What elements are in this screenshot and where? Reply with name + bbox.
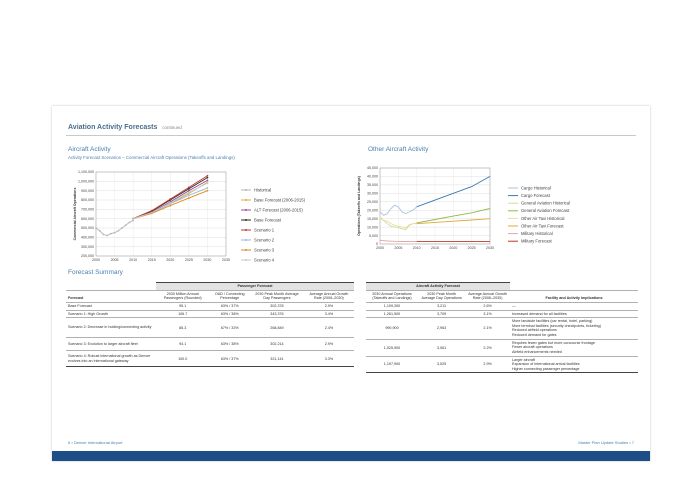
aircraft-table-row xyxy=(366,339,638,356)
page-header xyxy=(68,124,182,131)
implication-line: Fewer aircraft operations xyxy=(512,345,553,350)
x-tick-label: 2030 xyxy=(203,258,212,262)
ops-growth-cell: 2.2% xyxy=(465,339,510,356)
data-point xyxy=(125,224,127,226)
y-tick-label: 35,000 xyxy=(367,183,378,188)
annual-ops-cell: 1,197,900 xyxy=(366,356,418,373)
y-tick-label: 5,000 xyxy=(369,233,378,238)
legend-marker xyxy=(245,229,247,231)
data-point xyxy=(169,205,171,207)
implications-cell xyxy=(510,302,638,310)
annual-pax-cell: 95.1 xyxy=(156,302,209,310)
legend-label: Other Air Taxi Historical xyxy=(521,215,565,221)
right-section-title: Other Aircraft Activity xyxy=(368,146,429,153)
y-tick-label: 800,000 xyxy=(81,198,94,203)
annual-pax-cell: 100.0 xyxy=(156,351,209,367)
legend-label: Base Forecast xyxy=(254,217,281,223)
col-forecast: Forecast xyxy=(66,290,156,302)
right-line-chart xyxy=(358,160,643,255)
ops-growth-cell: 2.6% xyxy=(465,302,510,310)
legend-label: Cargo Historical xyxy=(521,185,551,191)
data-point xyxy=(188,194,190,196)
col-peak-ops: 2030 Peak Month Average Day Operations xyxy=(418,290,465,302)
implication-line: Reduced airfield operations xyxy=(512,328,557,333)
passenger-table-row xyxy=(66,302,354,310)
data-point xyxy=(207,175,209,177)
data-point xyxy=(207,180,209,182)
implication-line: Airfield enhancements needed xyxy=(512,349,562,354)
annual-ops-cell: 1,109,300 xyxy=(366,302,418,310)
implication-line: More terminal facilities (security checkpoints, ticketing) xyxy=(512,323,601,328)
left-chart-subtitle: Activity Forecast Scenarios – Commercial Aircraft Operations (Takeoffs and Landings) xyxy=(68,155,235,160)
od-connecting-cell: 63% / 38% xyxy=(209,338,250,351)
peak-pax-cell: 302,214 xyxy=(250,338,304,351)
col-annual-pax: 2030 Million Annual Passengers (Rounded) xyxy=(156,290,209,302)
ops-growth-cell: 3.1% xyxy=(465,310,510,318)
implications-cell xyxy=(510,356,638,373)
data-point xyxy=(188,192,190,194)
header-title: Aviation Activity Forecasts xyxy=(68,124,158,131)
legend-marker xyxy=(245,189,247,191)
header-rule xyxy=(66,135,636,136)
y-tick-label: 40,000 xyxy=(367,174,378,179)
y-tick-label: 300,000 xyxy=(81,244,94,249)
implication-line: — xyxy=(512,303,516,308)
x-tick-label: 2015 xyxy=(147,258,156,262)
peak-ops-cell: 2,963 xyxy=(418,318,465,340)
data-point xyxy=(207,182,209,184)
x-tick-label: 2015 xyxy=(431,246,439,250)
implications-cell xyxy=(510,310,638,318)
data-point xyxy=(95,227,97,229)
pax-growth-cell: 2.9% xyxy=(304,302,354,310)
x-tick-label: 2005 xyxy=(110,258,119,262)
legend-label: General Aviation Forecast xyxy=(521,208,570,214)
legend-label: Scenario 4 xyxy=(254,257,275,263)
implication-line: Higher connecting passenger percentage xyxy=(512,366,580,371)
forecast-name-cell: Scenario 4: Robust international growth as Denver evolves into an international gateway xyxy=(66,351,156,367)
y-tick-label: 1,000,000 xyxy=(78,179,94,184)
data-point xyxy=(207,190,209,192)
data-point xyxy=(99,230,101,232)
peak-pax-cell: 343,376 xyxy=(250,310,304,318)
col-od-connecting: O&D / Connecting Percentage xyxy=(209,290,250,302)
annual-ops-cell: 990,900 xyxy=(366,318,418,340)
passenger-table-row xyxy=(66,310,354,318)
legend-label: Other Air Taxi Forecast xyxy=(521,223,564,229)
y-tick-label: 900,000 xyxy=(81,188,94,193)
data-point xyxy=(188,197,190,199)
passenger-table-row xyxy=(66,338,354,351)
y-axis-label: Operations (Takeoffs and Landings) xyxy=(357,176,361,236)
data-point xyxy=(188,187,190,189)
aircraft-forecast-table xyxy=(366,282,638,373)
document-spread xyxy=(52,106,650,461)
y-axis-label: Commercial Aircraft Operations xyxy=(73,187,77,241)
y-tick-label: 400,000 xyxy=(81,235,94,240)
legend-label: General Aviation Historical xyxy=(521,200,571,206)
passenger-group-header: Passenger Forecast xyxy=(156,283,354,291)
aircraft-group-header: Aircraft Activity Forecast xyxy=(366,283,510,291)
peak-ops-cell: 3,709 xyxy=(418,310,465,318)
forecast-name-cell: Scenario 3: Evolution to larger aircraft fleet xyxy=(66,338,156,351)
legend-label: Military Historical xyxy=(521,231,553,236)
forecast-name-cell: Base Forecast xyxy=(66,302,156,310)
pax-growth-cell: 2.4% xyxy=(304,318,354,338)
pax-growth-cell: 3.3% xyxy=(304,351,354,367)
x-tick-label: 2030 xyxy=(486,246,494,250)
footer-right: Master Plan Update Studies • 7 xyxy=(578,440,634,445)
data-point xyxy=(110,233,112,235)
left-section-title: Aircraft Activity xyxy=(68,146,111,153)
aircraft-table-row xyxy=(366,310,638,318)
data-point xyxy=(207,187,209,189)
footer-bar xyxy=(52,451,650,461)
y-tick-label: 30,000 xyxy=(367,191,378,196)
annual-ops-cell: 1,261,500 xyxy=(366,310,418,318)
y-tick-label: 500,000 xyxy=(81,226,94,231)
ops-growth-cell: 2.1% xyxy=(465,318,510,340)
y-tick-label: 0 xyxy=(376,242,378,247)
y-tick-label: 20,000 xyxy=(367,208,378,213)
x-tick-label: 2000 xyxy=(376,246,384,250)
od-connecting-cell: 67% / 33% xyxy=(209,318,250,338)
left-line-chart xyxy=(66,162,356,267)
y-tick-label: 45,000 xyxy=(367,166,378,171)
legend-marker xyxy=(245,259,247,261)
legend-label: ALT Forecast (2006-2015) xyxy=(254,207,303,213)
annual-pax-cell: 85.3 xyxy=(156,318,209,338)
data-point xyxy=(207,177,209,179)
aircraft-table-row xyxy=(366,356,638,373)
legend-label: Scenario 1 xyxy=(254,227,275,233)
col-annual-ops: 2030 Annual Operations (Takeoffs and Landings) xyxy=(366,290,418,302)
implication-line: Reduced demand for gates xyxy=(512,333,557,337)
legend-label: Scenario 3 xyxy=(254,247,275,253)
pax-growth-cell: 3.4% xyxy=(304,310,354,318)
implication-line: Expansion of international arrival facilities xyxy=(512,362,580,367)
data-point xyxy=(132,218,134,220)
forecast-name-cell: Scenario 1: High Growth xyxy=(66,310,156,318)
aircraft-table-row xyxy=(366,302,638,310)
annual-pax-cell: 94.1 xyxy=(156,338,209,351)
passenger-table-row xyxy=(66,318,354,338)
data-point xyxy=(121,227,123,229)
annual-pax-cell: 106.7 xyxy=(156,310,209,318)
legend-label: Cargo Forecast xyxy=(521,193,550,198)
col-ops-growth: Average Annual Growth Rate (2006–2030) xyxy=(465,290,510,302)
peak-pax-cell: 268,849 xyxy=(250,318,304,338)
data-point xyxy=(129,222,131,224)
legend-marker xyxy=(245,219,247,221)
footer-left: 6 • Denver International Airport xyxy=(68,440,123,445)
x-tick-label: 2025 xyxy=(184,258,193,262)
ops-growth-cell: 2.9% xyxy=(465,356,510,373)
legend-marker xyxy=(245,209,247,211)
x-tick-label: 2020 xyxy=(449,246,458,250)
passenger-forecast-table xyxy=(66,282,354,367)
x-tick-label: 2020 xyxy=(166,258,175,262)
y-tick-label: 15,000 xyxy=(367,216,378,221)
x-tick-label: 2010 xyxy=(412,246,421,250)
implication-line: Requires fewer gates but more concourse frontage xyxy=(512,340,596,345)
pax-growth-cell: 2.9% xyxy=(304,338,354,351)
peak-ops-cell: 3,211 xyxy=(418,302,465,310)
peak-ops-cell: 3,061 xyxy=(418,339,465,356)
legend-label: Military Forecast xyxy=(521,238,552,244)
data-point xyxy=(117,230,119,232)
data-point xyxy=(103,234,105,236)
col-pax-growth: Average Annual Growth Rate (2006–2030) xyxy=(304,290,354,302)
summary-title: Forecast Summary xyxy=(68,269,123,276)
data-point xyxy=(132,220,134,222)
implications-cell xyxy=(510,318,638,340)
legend-marker xyxy=(245,249,247,251)
legend-label: Scenario 2 xyxy=(254,237,275,243)
data-point xyxy=(169,202,171,204)
x-tick-label: 2010 xyxy=(129,258,138,262)
y-tick-label: 700,000 xyxy=(81,207,94,212)
od-connecting-cell: 63% / 38% xyxy=(209,310,250,318)
y-tick-label: 10,000 xyxy=(367,225,378,230)
peak-pax-cell: 321,141 xyxy=(250,351,304,367)
legend-label: Historical xyxy=(254,187,272,193)
implication-line: Larger aircraft xyxy=(512,357,535,362)
y-tick-label: 600,000 xyxy=(81,216,94,221)
implication-line: Increased demand for all facilities xyxy=(512,311,567,316)
x-tick-label: 2035 xyxy=(222,258,230,262)
peak-ops-cell: 3,525 xyxy=(418,356,465,373)
legend-label: Base Forecast (2006-2015) xyxy=(254,197,305,203)
y-tick-label: 25,000 xyxy=(367,199,378,204)
data-point xyxy=(188,190,190,192)
x-tick-label: 2025 xyxy=(467,246,476,250)
forecast-name-cell: Scenario 2: Decrease in holding/connecting activity xyxy=(66,318,156,338)
legend-marker xyxy=(245,239,247,241)
x-tick-label: 2000 xyxy=(92,258,100,262)
x-tick-label: 2005 xyxy=(394,246,403,250)
data-point xyxy=(151,210,153,212)
data-point xyxy=(106,235,108,237)
data-point xyxy=(151,212,153,214)
implications-cell xyxy=(510,339,638,356)
aircraft-table-row xyxy=(366,318,638,340)
passenger-table-row xyxy=(66,351,354,367)
y-tick-label: 1,100,000 xyxy=(78,170,94,175)
implication-line: More landside facilities (car rental, hotel, parking) xyxy=(512,319,593,324)
annual-ops-cell: 1,025,900 xyxy=(366,339,418,356)
col-implications: Facility and Activity Implications xyxy=(510,290,638,302)
od-connecting-cell: 63% / 37% xyxy=(209,351,250,367)
y-tick-label: 200,000 xyxy=(81,254,94,259)
col-peak-pax: 2030 Peak Month Average Day Passengers xyxy=(250,290,304,302)
data-point xyxy=(169,198,171,200)
od-connecting-cell: 63% / 37% xyxy=(209,302,250,310)
legend-marker xyxy=(245,199,247,201)
plot-frame xyxy=(96,172,226,256)
header-subtitle: continued xyxy=(162,125,182,130)
data-point xyxy=(114,232,116,234)
peak-pax-cell: 302,378 xyxy=(250,302,304,310)
